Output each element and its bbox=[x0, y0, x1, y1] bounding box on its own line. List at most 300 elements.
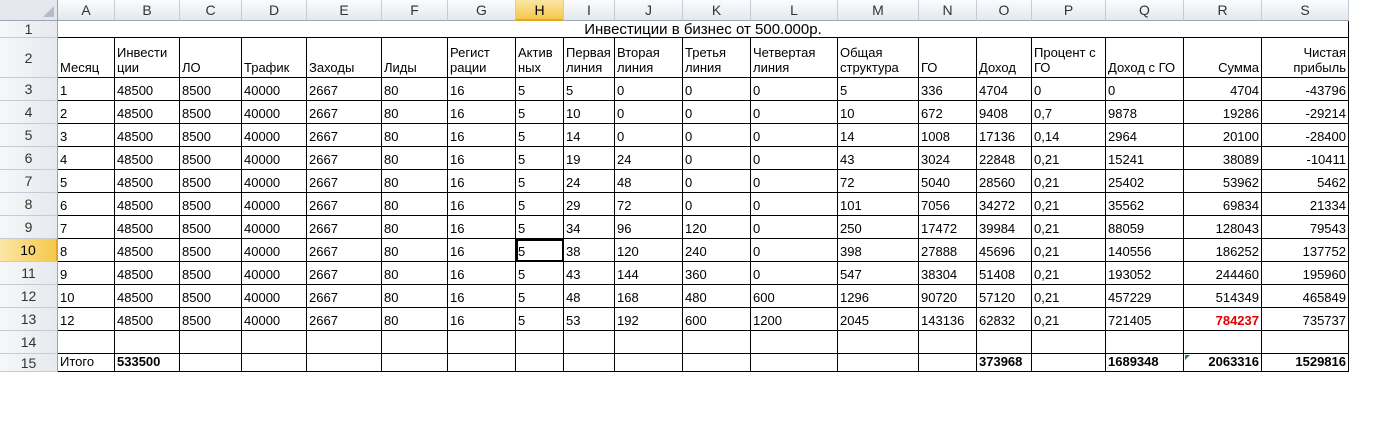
cell-j10[interactable]: 120 bbox=[615, 239, 683, 262]
cell-k6[interactable]: 0 bbox=[683, 147, 751, 170]
cell-b12[interactable]: 48500 bbox=[115, 285, 180, 308]
cell-o12[interactable]: 57120 bbox=[977, 285, 1032, 308]
cell-m4[interactable]: 10 bbox=[838, 101, 919, 124]
cell-l5[interactable]: 0 bbox=[751, 124, 838, 147]
cell-h14[interactable] bbox=[516, 331, 564, 354]
column-header-k[interactable]: K bbox=[683, 0, 751, 21]
cell-b15[interactable]: 533500 bbox=[115, 354, 180, 372]
column-header-m[interactable]: M bbox=[838, 0, 919, 21]
cell-d7[interactable]: 40000 bbox=[242, 170, 307, 193]
cell-m7[interactable]: 72 bbox=[838, 170, 919, 193]
cell-l14[interactable] bbox=[751, 331, 838, 354]
cell-d14[interactable] bbox=[242, 331, 307, 354]
cell-e5[interactable]: 2667 bbox=[307, 124, 382, 147]
cell-i14[interactable] bbox=[564, 331, 615, 354]
cell-o8[interactable]: 34272 bbox=[977, 193, 1032, 216]
cell-b5[interactable]: 48500 bbox=[115, 124, 180, 147]
cell-r12[interactable]: 514349 bbox=[1184, 285, 1262, 308]
cell-h5[interactable]: 5 bbox=[516, 124, 564, 147]
cell-j9[interactable]: 96 bbox=[615, 216, 683, 239]
header-cell-c[interactable]: ЛО bbox=[180, 38, 242, 78]
cell-s12[interactable]: 465849 bbox=[1262, 285, 1349, 308]
cell-f5[interactable]: 80 bbox=[382, 124, 448, 147]
cell-e7[interactable]: 2667 bbox=[307, 170, 382, 193]
cell-j5[interactable]: 0 bbox=[615, 124, 683, 147]
cell-k10[interactable]: 240 bbox=[683, 239, 751, 262]
cell-j4[interactable]: 0 bbox=[615, 101, 683, 124]
cell-d12[interactable]: 40000 bbox=[242, 285, 307, 308]
cell-g15[interactable] bbox=[448, 354, 516, 372]
cell-b3[interactable]: 48500 bbox=[115, 78, 180, 101]
cell-p4[interactable]: 0,7 bbox=[1032, 101, 1106, 124]
sheet-title[interactable]: Инвестиции в бизнес от 500.000р. bbox=[58, 21, 1349, 38]
cell-q12[interactable]: 457229 bbox=[1106, 285, 1184, 308]
cell-k9[interactable]: 120 bbox=[683, 216, 751, 239]
cell-b9[interactable]: 48500 bbox=[115, 216, 180, 239]
cell-d3[interactable]: 40000 bbox=[242, 78, 307, 101]
header-cell-q[interactable]: Доход с ГО bbox=[1106, 38, 1184, 78]
cell-j6[interactable]: 24 bbox=[615, 147, 683, 170]
cell-j15[interactable] bbox=[615, 354, 683, 372]
cell-h7[interactable]: 5 bbox=[516, 170, 564, 193]
cell-q4[interactable]: 9878 bbox=[1106, 101, 1184, 124]
cell-f7[interactable]: 80 bbox=[382, 170, 448, 193]
cell-e13[interactable]: 2667 bbox=[307, 308, 382, 331]
cell-n6[interactable]: 3024 bbox=[919, 147, 977, 170]
cell-f15[interactable] bbox=[382, 354, 448, 372]
cell-o3[interactable]: 4704 bbox=[977, 78, 1032, 101]
cell-k8[interactable]: 0 bbox=[683, 193, 751, 216]
cell-g6[interactable]: 16 bbox=[448, 147, 516, 170]
column-header-a[interactable]: A bbox=[58, 0, 115, 21]
cell-k11[interactable]: 360 bbox=[683, 262, 751, 285]
cell-d13[interactable]: 40000 bbox=[242, 308, 307, 331]
cell-n12[interactable]: 90720 bbox=[919, 285, 977, 308]
cell-p15[interactable] bbox=[1032, 354, 1106, 372]
cell-k7[interactable]: 0 bbox=[683, 170, 751, 193]
cell-n13[interactable]: 143136 bbox=[919, 308, 977, 331]
cell-n5[interactable]: 1008 bbox=[919, 124, 977, 147]
cell-j11[interactable]: 144 bbox=[615, 262, 683, 285]
cell-e12[interactable]: 2667 bbox=[307, 285, 382, 308]
cell-f10[interactable]: 80 bbox=[382, 239, 448, 262]
cell-a9[interactable]: 7 bbox=[58, 216, 115, 239]
cell-c9[interactable]: 8500 bbox=[180, 216, 242, 239]
column-header-g[interactable]: G bbox=[448, 0, 516, 21]
cell-m9[interactable]: 250 bbox=[838, 216, 919, 239]
cell-p14[interactable] bbox=[1032, 331, 1106, 354]
cell-o5[interactable]: 17136 bbox=[977, 124, 1032, 147]
cell-h12[interactable]: 5 bbox=[516, 285, 564, 308]
cell-e14[interactable] bbox=[307, 331, 382, 354]
cell-p10[interactable]: 0,21 bbox=[1032, 239, 1106, 262]
cell-n15[interactable] bbox=[919, 354, 977, 372]
row-header-6[interactable]: 6 bbox=[0, 147, 58, 170]
cell-o6[interactable]: 22848 bbox=[977, 147, 1032, 170]
column-header-r[interactable]: R bbox=[1184, 0, 1262, 21]
cell-h10[interactable]: 5 bbox=[516, 239, 564, 262]
cell-m3[interactable]: 5 bbox=[838, 78, 919, 101]
header-cell-i[interactable]: Первая линия bbox=[564, 38, 615, 78]
cell-b10[interactable]: 48500 bbox=[115, 239, 180, 262]
cell-c15[interactable] bbox=[180, 354, 242, 372]
cell-i5[interactable]: 14 bbox=[564, 124, 615, 147]
cell-s13[interactable]: 735737 bbox=[1262, 308, 1349, 331]
header-cell-o[interactable]: Доход bbox=[977, 38, 1032, 78]
header-cell-e[interactable]: Заходы bbox=[307, 38, 382, 78]
cell-h4[interactable]: 5 bbox=[516, 101, 564, 124]
cell-g10[interactable]: 16 bbox=[448, 239, 516, 262]
cell-j13[interactable]: 192 bbox=[615, 308, 683, 331]
cell-g8[interactable]: 16 bbox=[448, 193, 516, 216]
header-cell-r[interactable]: Сумма bbox=[1184, 38, 1262, 78]
column-header-h[interactable]: H bbox=[516, 0, 564, 21]
cell-l15[interactable] bbox=[751, 354, 838, 372]
cell-k14[interactable] bbox=[683, 331, 751, 354]
column-header-i[interactable]: I bbox=[564, 0, 615, 21]
row-header-8[interactable]: 8 bbox=[0, 193, 58, 216]
column-header-o[interactable]: O bbox=[977, 0, 1032, 21]
cell-q8[interactable]: 35562 bbox=[1106, 193, 1184, 216]
cell-o14[interactable] bbox=[977, 331, 1032, 354]
cell-a10[interactable]: 8 bbox=[58, 239, 115, 262]
cell-n9[interactable]: 17472 bbox=[919, 216, 977, 239]
cell-i15[interactable] bbox=[564, 354, 615, 372]
cell-g12[interactable]: 16 bbox=[448, 285, 516, 308]
cell-d4[interactable]: 40000 bbox=[242, 101, 307, 124]
cell-s15[interactable]: 1529816 bbox=[1262, 354, 1349, 372]
cell-a6[interactable]: 4 bbox=[58, 147, 115, 170]
cell-i3[interactable]: 5 bbox=[564, 78, 615, 101]
cell-g9[interactable]: 16 bbox=[448, 216, 516, 239]
cell-a14[interactable] bbox=[58, 331, 115, 354]
cell-g3[interactable]: 16 bbox=[448, 78, 516, 101]
cell-i4[interactable]: 10 bbox=[564, 101, 615, 124]
cell-c11[interactable]: 8500 bbox=[180, 262, 242, 285]
cell-h15[interactable] bbox=[516, 354, 564, 372]
cell-q15[interactable]: 1689348 bbox=[1106, 354, 1184, 372]
cell-f11[interactable]: 80 bbox=[382, 262, 448, 285]
column-header-s[interactable]: S bbox=[1262, 0, 1349, 21]
cell-r5[interactable]: 20100 bbox=[1184, 124, 1262, 147]
cell-i7[interactable]: 24 bbox=[564, 170, 615, 193]
cell-b6[interactable]: 48500 bbox=[115, 147, 180, 170]
cell-n11[interactable]: 38304 bbox=[919, 262, 977, 285]
cell-k15[interactable] bbox=[683, 354, 751, 372]
cell-r3[interactable]: 4704 bbox=[1184, 78, 1262, 101]
cell-c3[interactable]: 8500 bbox=[180, 78, 242, 101]
cell-f14[interactable] bbox=[382, 331, 448, 354]
cell-e11[interactable]: 2667 bbox=[307, 262, 382, 285]
cell-q6[interactable]: 15241 bbox=[1106, 147, 1184, 170]
cell-o11[interactable]: 51408 bbox=[977, 262, 1032, 285]
cell-f12[interactable]: 80 bbox=[382, 285, 448, 308]
cell-h6[interactable]: 5 bbox=[516, 147, 564, 170]
row-header-2[interactable]: 2 bbox=[0, 38, 58, 78]
cell-s8[interactable]: 21334 bbox=[1262, 193, 1349, 216]
cell-n10[interactable]: 27888 bbox=[919, 239, 977, 262]
cell-i6[interactable]: 19 bbox=[564, 147, 615, 170]
column-header-n[interactable]: N bbox=[919, 0, 977, 21]
row-header-1[interactable]: 1 bbox=[0, 21, 58, 38]
cell-a8[interactable]: 6 bbox=[58, 193, 115, 216]
cell-h13[interactable]: 5 bbox=[516, 308, 564, 331]
cell-i11[interactable]: 43 bbox=[564, 262, 615, 285]
cell-c6[interactable]: 8500 bbox=[180, 147, 242, 170]
cell-d5[interactable]: 40000 bbox=[242, 124, 307, 147]
row-header-4[interactable]: 4 bbox=[0, 101, 58, 124]
cell-h9[interactable]: 5 bbox=[516, 216, 564, 239]
cell-f4[interactable]: 80 bbox=[382, 101, 448, 124]
cell-r8[interactable]: 69834 bbox=[1184, 193, 1262, 216]
cell-k4[interactable]: 0 bbox=[683, 101, 751, 124]
cell-b7[interactable]: 48500 bbox=[115, 170, 180, 193]
cell-a12[interactable]: 10 bbox=[58, 285, 115, 308]
cell-e4[interactable]: 2667 bbox=[307, 101, 382, 124]
cell-p11[interactable]: 0,21 bbox=[1032, 262, 1106, 285]
cell-q5[interactable]: 2964 bbox=[1106, 124, 1184, 147]
cell-c12[interactable]: 8500 bbox=[180, 285, 242, 308]
cell-m11[interactable]: 547 bbox=[838, 262, 919, 285]
cell-l6[interactable]: 0 bbox=[751, 147, 838, 170]
cell-r13[interactable]: 784237 bbox=[1184, 308, 1262, 331]
header-cell-p[interactable]: Процент с ГО bbox=[1032, 38, 1106, 78]
cell-d9[interactable]: 40000 bbox=[242, 216, 307, 239]
cell-k5[interactable]: 0 bbox=[683, 124, 751, 147]
cell-s14[interactable] bbox=[1262, 331, 1349, 354]
cell-s7[interactable]: 5462 bbox=[1262, 170, 1349, 193]
header-cell-d[interactable]: Трафик bbox=[242, 38, 307, 78]
cell-p3[interactable]: 0 bbox=[1032, 78, 1106, 101]
column-header-q[interactable]: Q bbox=[1106, 0, 1184, 21]
header-cell-j[interactable]: Вторая линия bbox=[615, 38, 683, 78]
cell-j3[interactable]: 0 bbox=[615, 78, 683, 101]
cell-p9[interactable]: 0,21 bbox=[1032, 216, 1106, 239]
cell-r15[interactable]: 2063316 bbox=[1184, 354, 1262, 372]
cell-q13[interactable]: 721405 bbox=[1106, 308, 1184, 331]
cell-b4[interactable]: 48500 bbox=[115, 101, 180, 124]
cell-o4[interactable]: 9408 bbox=[977, 101, 1032, 124]
cell-l4[interactable]: 0 bbox=[751, 101, 838, 124]
cell-l3[interactable]: 0 bbox=[751, 78, 838, 101]
cell-m15[interactable] bbox=[838, 354, 919, 372]
row-header-14[interactable]: 14 bbox=[0, 331, 58, 354]
column-header-f[interactable]: F bbox=[382, 0, 448, 21]
header-cell-h[interactable]: Актив ных bbox=[516, 38, 564, 78]
cell-s11[interactable]: 195960 bbox=[1262, 262, 1349, 285]
cell-d15[interactable] bbox=[242, 354, 307, 372]
cell-f3[interactable]: 80 bbox=[382, 78, 448, 101]
column-header-d[interactable]: D bbox=[242, 0, 307, 21]
row-header-9[interactable]: 9 bbox=[0, 216, 58, 239]
column-header-e[interactable]: E bbox=[307, 0, 382, 21]
cell-b14[interactable] bbox=[115, 331, 180, 354]
row-header-13[interactable]: 13 bbox=[0, 308, 58, 331]
column-header-c[interactable]: C bbox=[180, 0, 242, 21]
cell-l11[interactable]: 0 bbox=[751, 262, 838, 285]
cell-a5[interactable]: 3 bbox=[58, 124, 115, 147]
cell-l13[interactable]: 1200 bbox=[751, 308, 838, 331]
header-cell-n[interactable]: ГО bbox=[919, 38, 977, 78]
cell-o15[interactable]: 373968 bbox=[977, 354, 1032, 372]
row-header-15[interactable]: 15 bbox=[0, 354, 58, 372]
cell-e8[interactable]: 2667 bbox=[307, 193, 382, 216]
cell-f9[interactable]: 80 bbox=[382, 216, 448, 239]
cell-d6[interactable]: 40000 bbox=[242, 147, 307, 170]
cell-f8[interactable]: 80 bbox=[382, 193, 448, 216]
cell-s6[interactable]: -10411 bbox=[1262, 147, 1349, 170]
cell-c13[interactable]: 8500 bbox=[180, 308, 242, 331]
cell-c14[interactable] bbox=[180, 331, 242, 354]
cell-q10[interactable]: 140556 bbox=[1106, 239, 1184, 262]
cell-r9[interactable]: 128043 bbox=[1184, 216, 1262, 239]
cell-l9[interactable]: 0 bbox=[751, 216, 838, 239]
cell-c7[interactable]: 8500 bbox=[180, 170, 242, 193]
cell-p7[interactable]: 0,21 bbox=[1032, 170, 1106, 193]
cell-c5[interactable]: 8500 bbox=[180, 124, 242, 147]
cell-d11[interactable]: 40000 bbox=[242, 262, 307, 285]
column-header-b[interactable]: B bbox=[115, 0, 180, 21]
cell-l8[interactable]: 0 bbox=[751, 193, 838, 216]
cell-g14[interactable] bbox=[448, 331, 516, 354]
cell-s3[interactable]: -43796 bbox=[1262, 78, 1349, 101]
cell-d8[interactable]: 40000 bbox=[242, 193, 307, 216]
cell-g5[interactable]: 16 bbox=[448, 124, 516, 147]
cell-s9[interactable]: 79543 bbox=[1262, 216, 1349, 239]
cell-k3[interactable]: 0 bbox=[683, 78, 751, 101]
cell-i10[interactable]: 38 bbox=[564, 239, 615, 262]
cell-e6[interactable]: 2667 bbox=[307, 147, 382, 170]
cell-a4[interactable]: 2 bbox=[58, 101, 115, 124]
cell-i9[interactable]: 34 bbox=[564, 216, 615, 239]
cell-p8[interactable]: 0,21 bbox=[1032, 193, 1106, 216]
header-cell-b[interactable]: Инвести ции bbox=[115, 38, 180, 78]
cell-m8[interactable]: 101 bbox=[838, 193, 919, 216]
cell-g4[interactable]: 16 bbox=[448, 101, 516, 124]
cell-j12[interactable]: 168 bbox=[615, 285, 683, 308]
cell-r11[interactable]: 244460 bbox=[1184, 262, 1262, 285]
header-cell-a[interactable]: Месяц bbox=[58, 38, 115, 78]
cell-j7[interactable]: 48 bbox=[615, 170, 683, 193]
cell-q11[interactable]: 193052 bbox=[1106, 262, 1184, 285]
cell-o13[interactable]: 62832 bbox=[977, 308, 1032, 331]
cell-p6[interactable]: 0,21 bbox=[1032, 147, 1106, 170]
cell-m5[interactable]: 14 bbox=[838, 124, 919, 147]
cell-e10[interactable]: 2667 bbox=[307, 239, 382, 262]
cell-m6[interactable]: 43 bbox=[838, 147, 919, 170]
cell-b13[interactable]: 48500 bbox=[115, 308, 180, 331]
cell-a3[interactable]: 1 bbox=[58, 78, 115, 101]
cell-i13[interactable]: 53 bbox=[564, 308, 615, 331]
cell-s5[interactable]: -28400 bbox=[1262, 124, 1349, 147]
cell-h11[interactable]: 5 bbox=[516, 262, 564, 285]
cell-f6[interactable]: 80 bbox=[382, 147, 448, 170]
cell-o7[interactable]: 28560 bbox=[977, 170, 1032, 193]
cell-i8[interactable]: 29 bbox=[564, 193, 615, 216]
cell-n14[interactable] bbox=[919, 331, 977, 354]
cell-m13[interactable]: 2045 bbox=[838, 308, 919, 331]
cell-e3[interactable]: 2667 bbox=[307, 78, 382, 101]
select-all-corner[interactable] bbox=[0, 0, 58, 21]
column-header-l[interactable]: L bbox=[751, 0, 838, 21]
header-cell-s[interactable]: Чистая прибыль bbox=[1262, 38, 1349, 78]
cell-m14[interactable] bbox=[838, 331, 919, 354]
cell-h3[interactable]: 5 bbox=[516, 78, 564, 101]
cell-i12[interactable]: 48 bbox=[564, 285, 615, 308]
cell-g7[interactable]: 16 bbox=[448, 170, 516, 193]
cell-a7[interactable]: 5 bbox=[58, 170, 115, 193]
cell-j14[interactable] bbox=[615, 331, 683, 354]
cell-m12[interactable]: 1296 bbox=[838, 285, 919, 308]
header-cell-f[interactable]: Лиды bbox=[382, 38, 448, 78]
cell-a15[interactable]: Итого bbox=[58, 354, 115, 372]
column-header-p[interactable]: P bbox=[1032, 0, 1106, 21]
cell-p5[interactable]: 0,14 bbox=[1032, 124, 1106, 147]
cell-r7[interactable]: 53962 bbox=[1184, 170, 1262, 193]
cell-e15[interactable] bbox=[307, 354, 382, 372]
cell-l7[interactable]: 0 bbox=[751, 170, 838, 193]
header-cell-m[interactable]: Общая структура bbox=[838, 38, 919, 78]
cell-b11[interactable]: 48500 bbox=[115, 262, 180, 285]
cell-l12[interactable]: 600 bbox=[751, 285, 838, 308]
cell-r10[interactable]: 186252 bbox=[1184, 239, 1262, 262]
cell-r4[interactable]: 19286 bbox=[1184, 101, 1262, 124]
cell-s4[interactable]: -29214 bbox=[1262, 101, 1349, 124]
row-header-3[interactable]: 3 bbox=[0, 78, 58, 101]
cell-n7[interactable]: 5040 bbox=[919, 170, 977, 193]
cell-q3[interactable]: 0 bbox=[1106, 78, 1184, 101]
cell-f13[interactable]: 80 bbox=[382, 308, 448, 331]
cell-h8[interactable]: 5 bbox=[516, 193, 564, 216]
cell-o10[interactable]: 45696 bbox=[977, 239, 1032, 262]
cell-p12[interactable]: 0,21 bbox=[1032, 285, 1106, 308]
cell-a11[interactable]: 9 bbox=[58, 262, 115, 285]
row-header-10[interactable]: 10 bbox=[0, 239, 58, 262]
header-cell-l[interactable]: Четвертая линия bbox=[751, 38, 838, 78]
cell-l10[interactable]: 0 bbox=[751, 239, 838, 262]
cell-k13[interactable]: 600 bbox=[683, 308, 751, 331]
cell-r6[interactable]: 38089 bbox=[1184, 147, 1262, 170]
cell-p13[interactable]: 0,21 bbox=[1032, 308, 1106, 331]
row-header-11[interactable]: 11 bbox=[0, 262, 58, 285]
cell-m10[interactable]: 398 bbox=[838, 239, 919, 262]
row-header-7[interactable]: 7 bbox=[0, 170, 58, 193]
cell-b8[interactable]: 48500 bbox=[115, 193, 180, 216]
cell-c10[interactable]: 8500 bbox=[180, 239, 242, 262]
cell-n3[interactable]: 336 bbox=[919, 78, 977, 101]
cell-j8[interactable]: 72 bbox=[615, 193, 683, 216]
row-header-5[interactable]: 5 bbox=[0, 124, 58, 147]
cell-q7[interactable]: 25402 bbox=[1106, 170, 1184, 193]
cell-o9[interactable]: 39984 bbox=[977, 216, 1032, 239]
cell-q14[interactable] bbox=[1106, 331, 1184, 354]
column-header-j[interactable]: J bbox=[615, 0, 683, 21]
cell-g13[interactable]: 16 bbox=[448, 308, 516, 331]
cell-r14[interactable] bbox=[1184, 331, 1262, 354]
cell-n4[interactable]: 672 bbox=[919, 101, 977, 124]
cell-q9[interactable]: 88059 bbox=[1106, 216, 1184, 239]
header-cell-g[interactable]: Регист рации bbox=[448, 38, 516, 78]
cell-e9[interactable]: 2667 bbox=[307, 216, 382, 239]
cell-c4[interactable]: 8500 bbox=[180, 101, 242, 124]
cell-a13[interactable]: 12 bbox=[58, 308, 115, 331]
cell-c8[interactable]: 8500 bbox=[180, 193, 242, 216]
header-cell-k[interactable]: Третья линия bbox=[683, 38, 751, 78]
cell-d10[interactable]: 40000 bbox=[242, 239, 307, 262]
cell-s10[interactable]: 137752 bbox=[1262, 239, 1349, 262]
row-header-12[interactable]: 12 bbox=[0, 285, 58, 308]
cell-k12[interactable]: 480 bbox=[683, 285, 751, 308]
